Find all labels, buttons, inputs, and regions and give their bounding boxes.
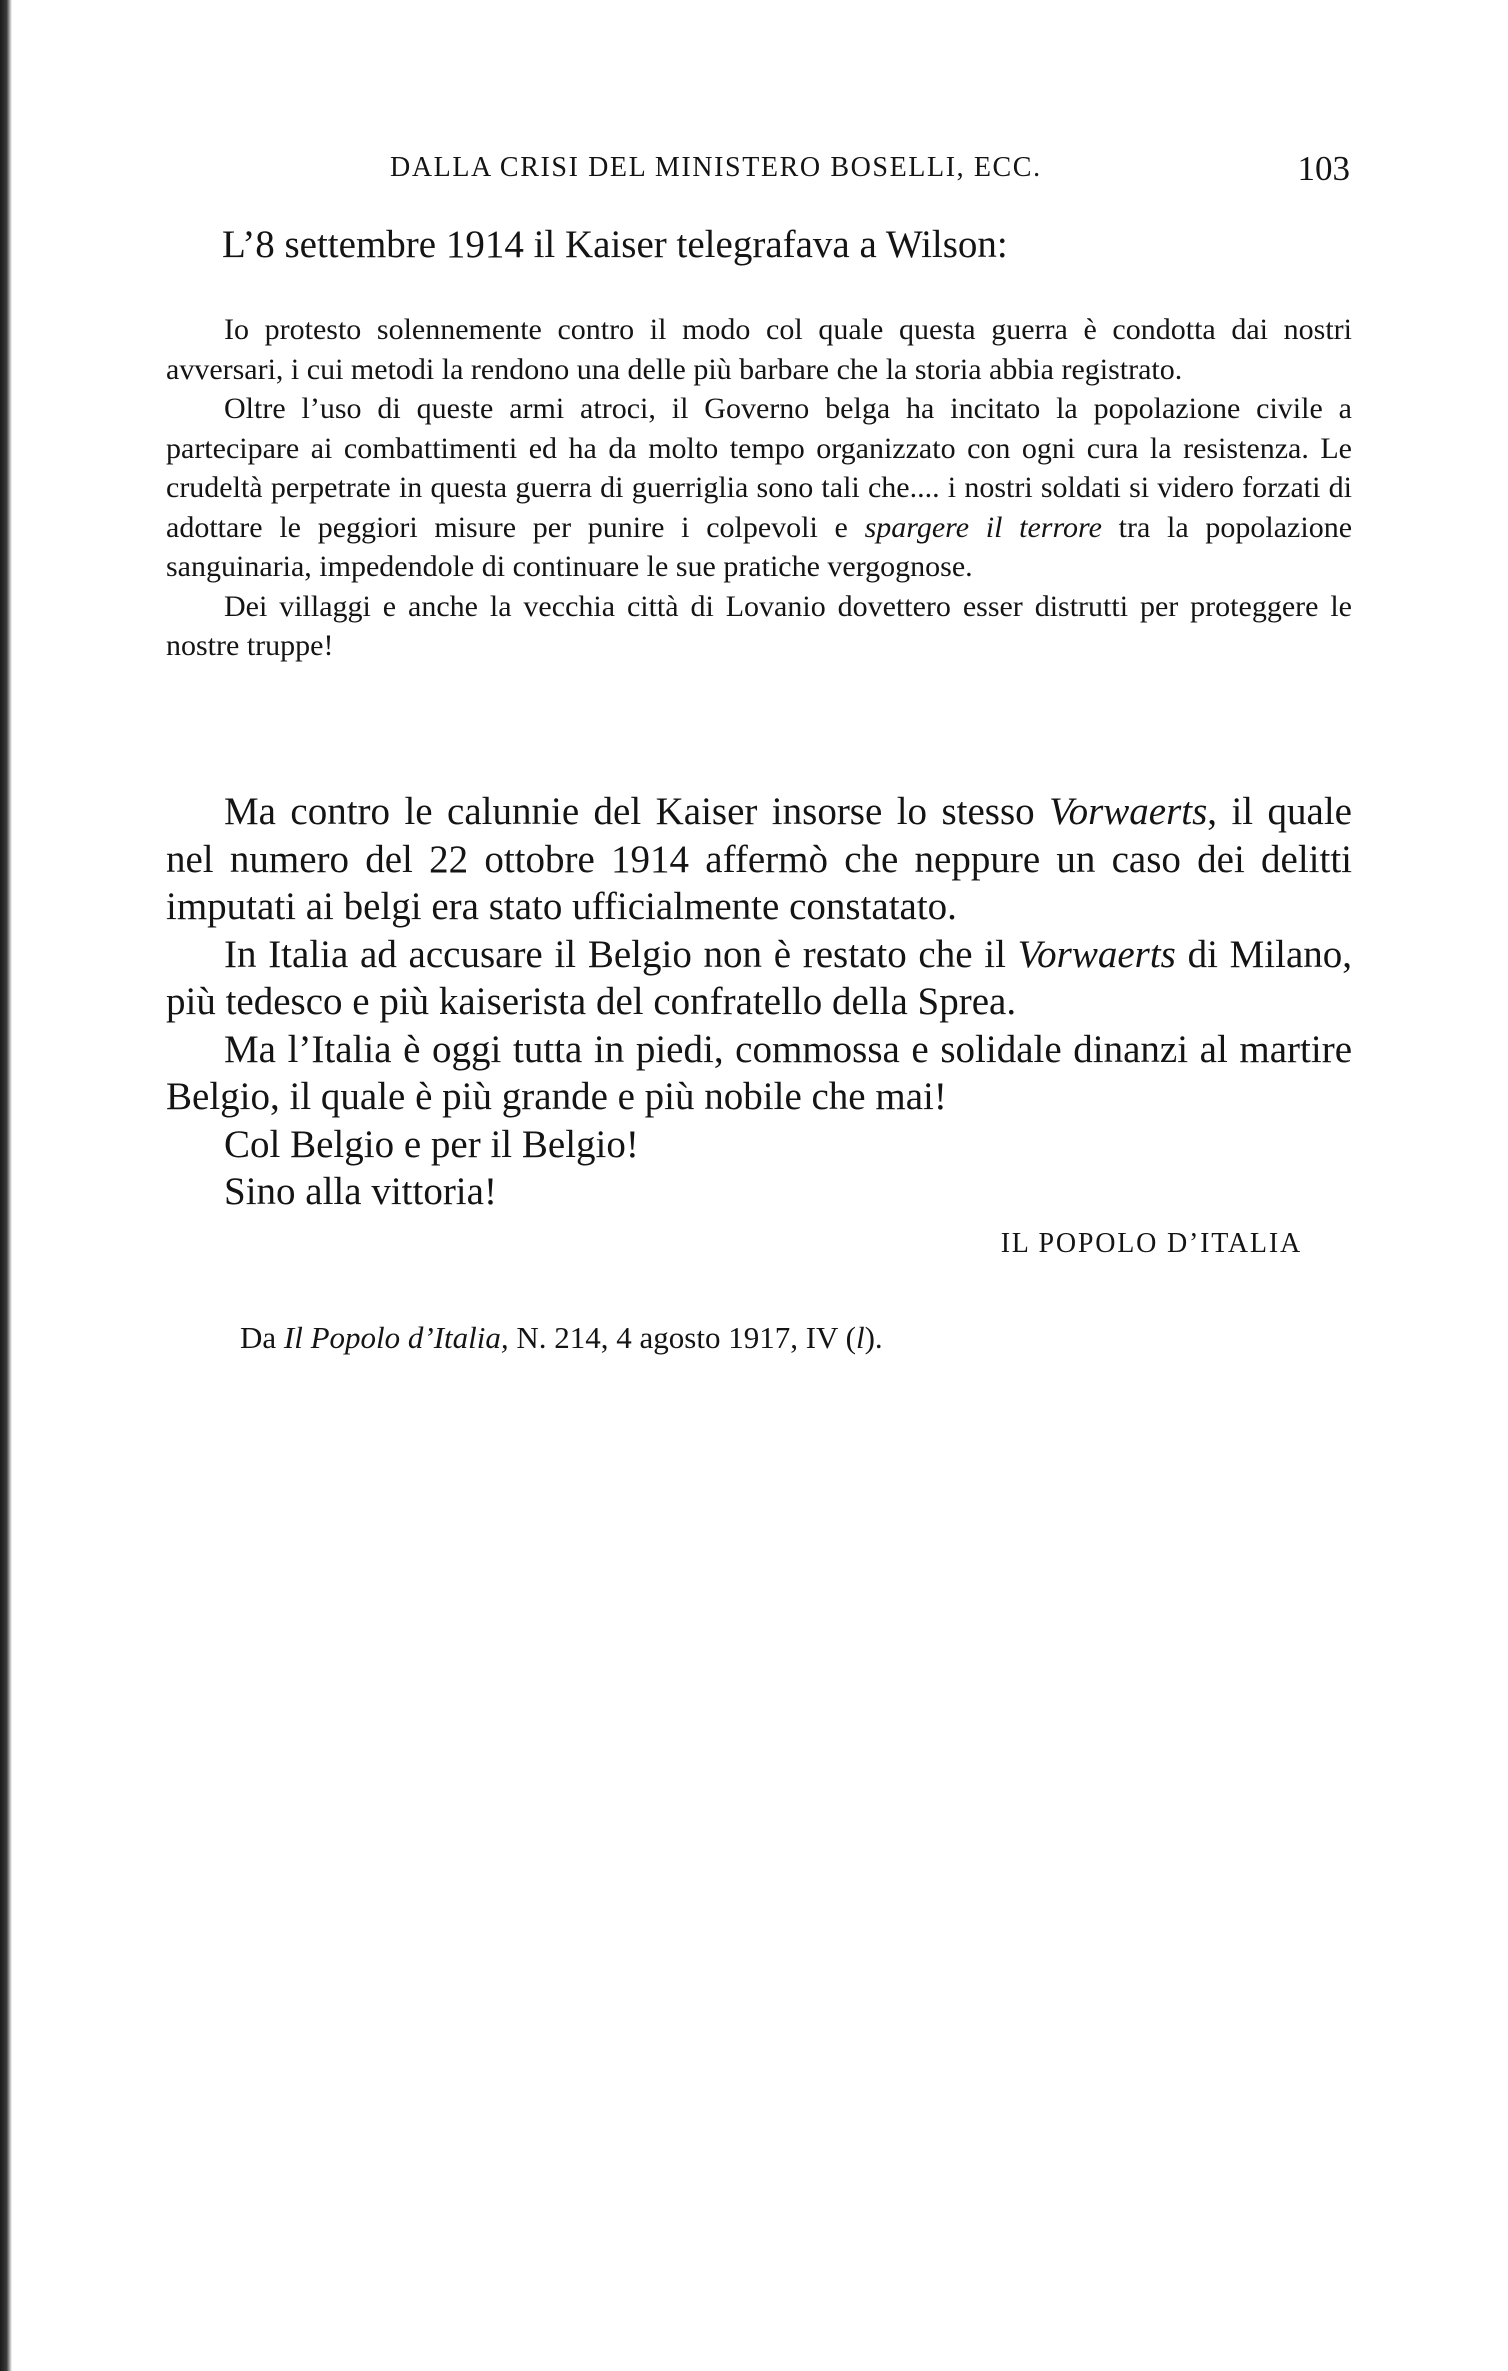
- quote-p2-italic: spargere il terrore: [864, 510, 1102, 544]
- source-suffix: ).: [864, 1320, 883, 1355]
- body-p1-a: Ma contro le calunnie del Kaiser insorse lo stesso: [224, 790, 1035, 833]
- body-text: [166, 788, 1352, 1216]
- source-italic-l: l: [855, 1320, 865, 1355]
- intro-line: L’8 settembre 1914 il Kaiser telegrafava a Wilson:: [222, 223, 1008, 266]
- body-p1-italic: Vorwaerts: [1049, 790, 1208, 833]
- source-prefix: Da: [240, 1320, 277, 1355]
- body-p1-b: , il quale nel numero del 22 ottobre 1914 affermò che neppure un caso dei delitti imputati ai belgi era stato ufficialmente constatato.: [166, 790, 1352, 928]
- body-paragraph-4: Col Belgio e per il Belgio!: [224, 1122, 639, 1166]
- body-p2-a: In Italia ad accusare il Belgio non è restato che il: [224, 932, 1006, 976]
- running-title: DALLA CRISI DEL MINISTERO BOSELLI, ECC.: [390, 152, 1042, 183]
- quote-p2-end: tra la popolazione sanguinaria, impedendole di continuare le sue pratiche vergognose.: [166, 510, 1353, 583]
- quote-paragraph-2: [166, 389, 1352, 587]
- source-note: [240, 1320, 883, 1356]
- quote-p2-text: Oltre l’uso di queste armi atroci, il Governo belga ha incitato la popolazione civile a partecipare ai combattimenti ed ha da molto tempo organizzato con ogni cura la resistenza. Le crudeltà perpetrate in questa guerra di guerriglia sono tali che.... i nostri soldati si videro forzati di adottare le peggiori misure per punire i colpevoli e: [166, 392, 1352, 544]
- quote-paragraph-3: Dei villaggi e anche la vecchia città di Lovanio dovettero esser distrutti per proteggere le nostre truppe!: [166, 589, 1352, 662]
- body-paragraph-2: [166, 931, 1352, 1026]
- source-italic: Il Popolo d’Italia,: [283, 1320, 509, 1355]
- running-head: [390, 149, 1350, 192]
- telegram-quote: [166, 310, 1352, 666]
- page-number: 103: [1297, 149, 1350, 188]
- source-middle: N. 214, 4 agosto 1917, IV (: [516, 1320, 856, 1355]
- body-p2-b: di Milano, più tedesco e più kaiserista del confratello della Sprea.: [166, 932, 1353, 1023]
- body-paragraph-3: Ma l’Italia è oggi tutta in piedi, commossa e solidale dinanzi al martire Belgio, il quale è più grande e più nobile che mai!: [166, 1027, 1352, 1118]
- quote-paragraph-1: Io protesto solennemente contro il modo col quale questa guerra è condotta dai nostri avversari, i cui metodi la rendono una delle più barbare che la storia abbia registrato.: [166, 313, 1352, 386]
- body-paragraph-1: [166, 788, 1352, 931]
- body-paragraph-5: Sino alla vittoria!: [224, 1170, 497, 1213]
- body-p2-italic: Vorwaerts: [1017, 932, 1176, 976]
- signature: IL POPOLO D’ITALIA: [1000, 1228, 1302, 1259]
